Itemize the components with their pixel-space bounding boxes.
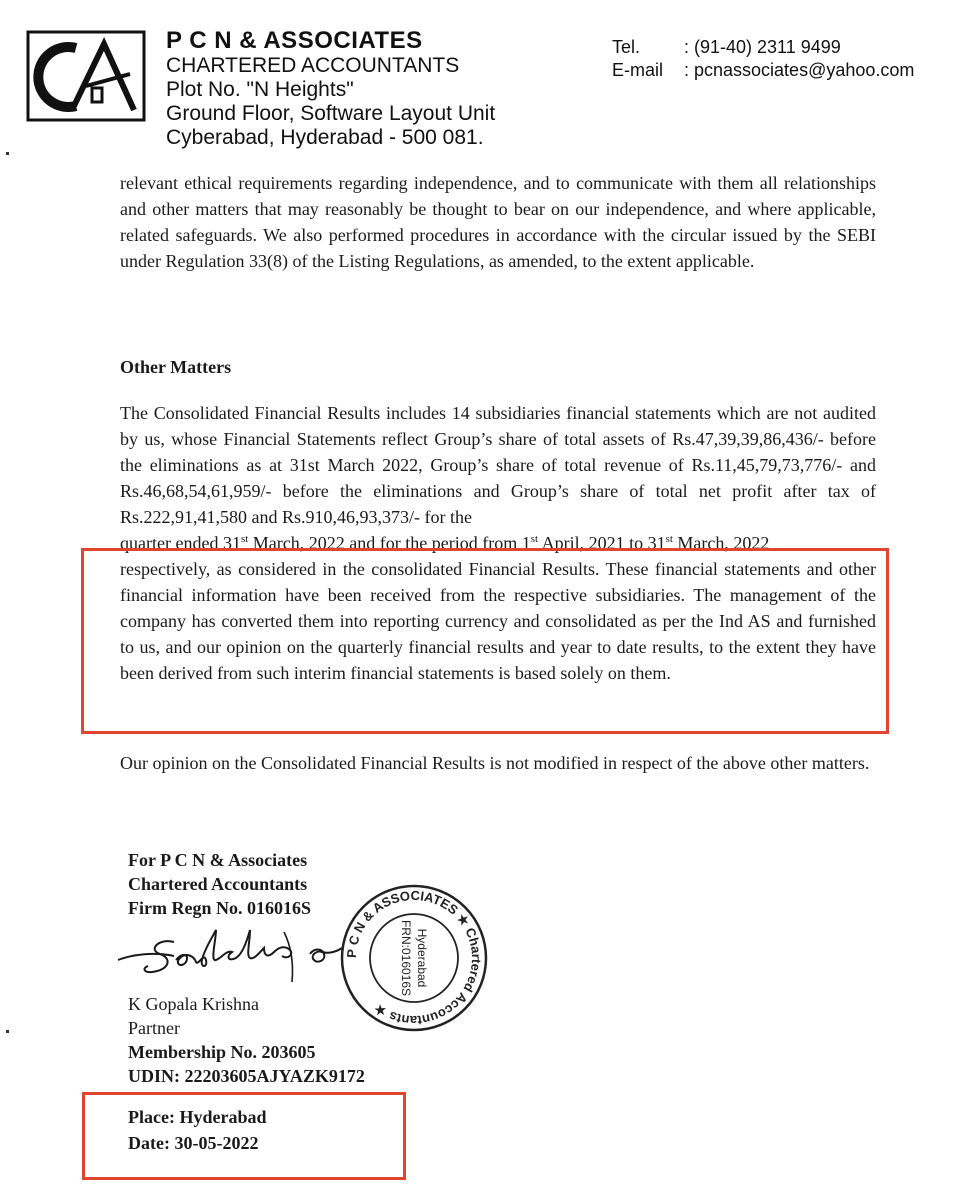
text-b-2: March, 2022 and for the period from 1: [248, 533, 531, 553]
date-line: Date: 30-05-2022: [128, 1133, 259, 1153]
partner-role: Partner: [128, 1018, 180, 1038]
sig-profession: Chartered Accountants: [128, 874, 308, 894]
text-b-3: April, 2021 to 31: [538, 533, 666, 553]
scan-mark: [6, 152, 9, 155]
letterhead: [0, 0, 969, 160]
membership-number: Membership No. 203605: [128, 1042, 316, 1062]
independence-text: relevant ethical requirements regarding independence, and to communicate with them all relationships and other matters that may reasonably be thought to bear on our independence, and where applicable, related safeguards. We also performed procedures in accordance with the circular issued by the SEBI under Regulation 33(8) of the Listing Regulations, as amended, to the extent applicable.: [120, 173, 876, 271]
svg-text:FRN:016016S: FRN:016016S: [399, 919, 413, 997]
firm-name: P C N & ASSOCIATES: [166, 27, 423, 54]
udin-number: UDIN: 22203605AJYAZK9172: [128, 1066, 365, 1086]
text-b-sup-1: st: [240, 533, 249, 545]
address-line-2: Ground Floor, Software Layout Unit: [166, 102, 496, 125]
handwritten-signature: [114, 920, 344, 990]
other-matters-heading: Other Matters: [120, 357, 232, 377]
firm-logo-icon: [26, 30, 146, 122]
partner-details: [128, 992, 365, 1088]
tel-row: [612, 36, 914, 59]
email-row: [612, 59, 914, 82]
highlight-box-place-date: [82, 1092, 406, 1180]
opinion-text: Our opinion on the Consolidated Financial Results is not modified in respect of the above other matters.: [120, 753, 870, 773]
contact-details: [612, 36, 914, 82]
partner-name: K Gopala Krishna: [128, 994, 259, 1014]
email-label: E-mail: [612, 60, 664, 80]
other-matters-text-a: The Consolidated Financial Results includes 14 subsidiaries financial statements which are not audited by us, whose Financial Statements reflect Group’s share of total assets of Rs.47,39,39,86,436/- before the eliminations as at 31st March 2022, Group’s share of total revenue of Rs.11,45,79,73,776/- and Rs.46,68,54,61,959/- before the eliminations and Group’s share of total net profit after tax of Rs.222,91,41,580 and Rs.910,46,93,373/- for the: [120, 403, 876, 527]
scan-mark: [6, 1030, 9, 1033]
other-matters-text-c: respectively, as considered in the consolidated Financial Results. These financial statements and other financial information have been received from the respective subsidiaries. The management of the company has converted them into reporting currency and consolidated as per the Ind AS and furnished to us, and our opinion on the quarterly financial results and year to date results, to the extent they have been derived from such interim financial statements is based solely on them.: [120, 559, 876, 683]
place-line: Place: Hyderabad: [128, 1107, 267, 1127]
highlight-box-subsidiaries: [81, 548, 889, 734]
other-matters-paragraph-top: [120, 400, 876, 556]
tel-value: : (91-40) 2311 9499: [684, 37, 841, 57]
independence-paragraph: [120, 170, 876, 274]
text-b-1: quarter ended 31: [120, 533, 241, 553]
firm-profession: CHARTERED ACCOUNTANTS: [166, 54, 460, 77]
email-value: : pcnassociates@yahoo.com: [684, 60, 915, 80]
text-b-sup-3: st: [665, 533, 673, 545]
opinion-paragraph: [120, 750, 876, 776]
firm-details: [166, 28, 495, 150]
for-firm-line: For P C N & Associates: [128, 850, 308, 870]
signature-block: [128, 848, 311, 920]
text-b-4: March, 2022: [672, 533, 770, 553]
firm-seal-stamp: [338, 882, 490, 1034]
address-line-3: Cyberabad, Hyderabad - 500 081.: [166, 126, 484, 149]
tel-label: Tel.: [612, 37, 641, 57]
text-b-sup-2: st: [530, 533, 539, 545]
address-line-1: Plot No. "N Heights": [166, 78, 354, 101]
svg-text:Hyderabad: Hyderabad: [415, 928, 429, 988]
firm-regn-number: Firm Regn No. 016016S: [128, 898, 311, 918]
svg-text:P C N & ASSOCIATES ★ Chartered: P C N & ASSOCIATES ★ Chartered Accountants ★: [343, 887, 485, 1029]
